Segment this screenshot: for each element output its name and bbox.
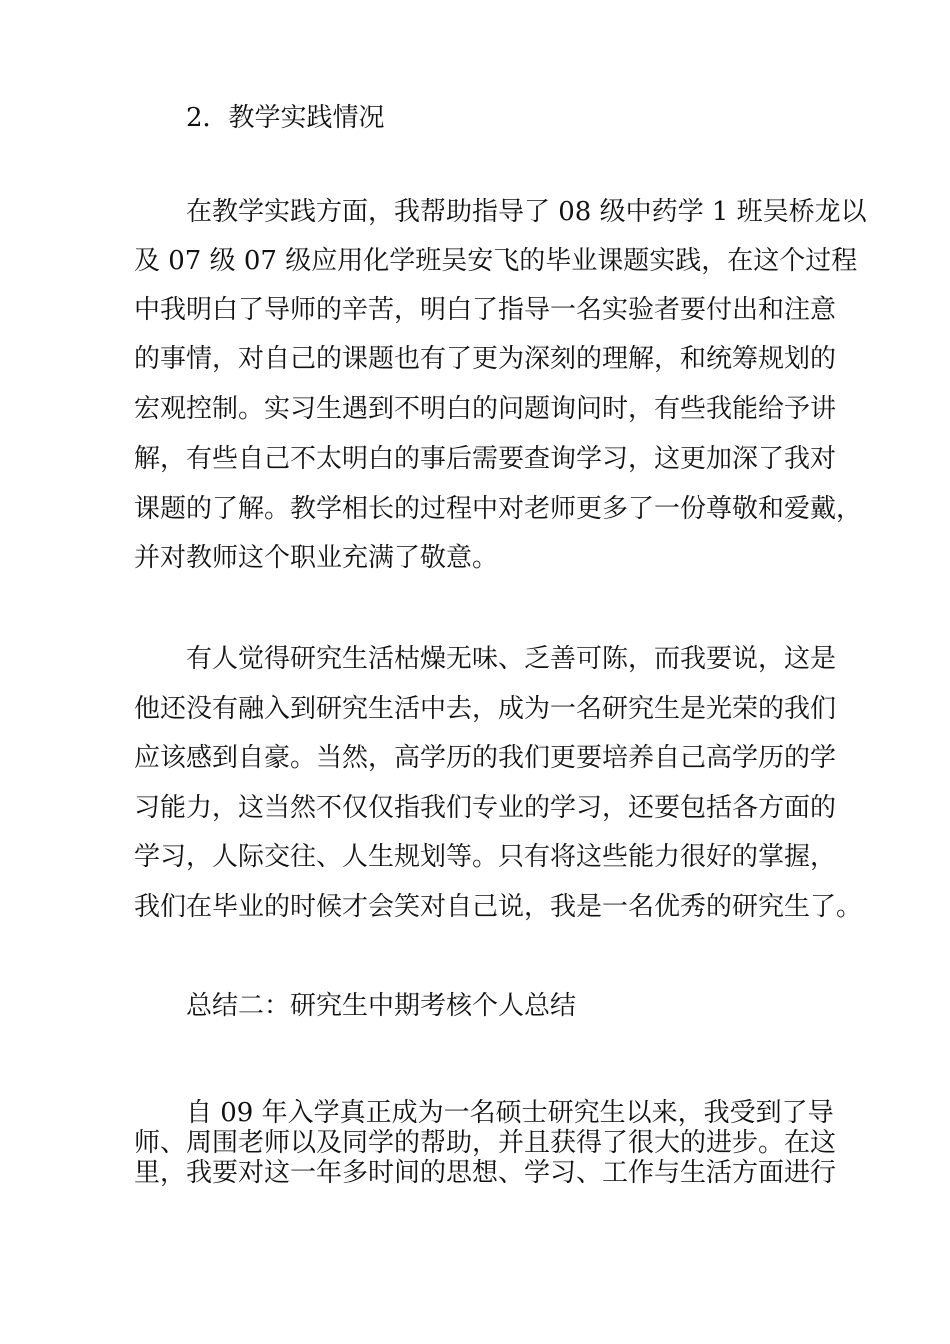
paragraph-line: 并对教师这个职业充满了敬意。	[134, 543, 499, 573]
paragraph-line: 在教学实践方面，我帮助指导了 08 级中药学 1 班吴桥龙以	[186, 197, 867, 227]
paragraph-line: 宏观控制。实习生遇到不明白的问题询问时，有些我能给予讲	[134, 394, 837, 424]
section-heading: 2．教学实践情况	[186, 103, 385, 133]
paragraph-line: 课题的了解。教学相长的过程中对老师更多了一份尊敬和爱戴，	[134, 494, 863, 524]
paragraph-line: 他还没有融入到研究生活中去，成为一名研究生是光荣的我们	[134, 694, 837, 724]
section-heading: 总结二：研究生中期考核个人总结	[186, 991, 577, 1021]
paragraph-line: 学习，人际交往、人生规划等。只有将这些能力很好的掌握，	[134, 842, 837, 872]
paragraph-line: 中我明白了导师的辛苦，明白了指导一名实验者要付出和注意	[134, 295, 837, 325]
paragraph-line: 的事情，对自己的课题也有了更为深刻的理解，和统筹规划的	[134, 344, 837, 374]
paragraph-line: 应该感到自豪。当然，高学历的我们更要培养自己高学历的学	[134, 743, 837, 773]
paragraph-line: 习能力，这当然不仅仅指我们专业的学习，还要包括各方面的	[134, 793, 837, 823]
paragraph-line: 我们在毕业的时候才会笑对自己说，我是一名优秀的研究生了。	[134, 892, 863, 922]
paragraph-line: 有人觉得研究生活枯燥无味、乏善可陈，而我要说，这是	[186, 644, 837, 674]
paragraph-line: 师、周围老师以及同学的帮助，并且获得了很大的进步。在这	[134, 1128, 837, 1158]
paragraph-line: 解，有些自己不太明白的事后需要查询学习，这更加深了我对	[134, 444, 837, 474]
paragraph-line: 里，我要对这一年多时间的思想、学习、工作与生活方面进行	[134, 1158, 837, 1188]
paragraph-line: 及 07 级 07 级应用化学班吴安飞的毕业课题实践，在这个过程	[134, 246, 858, 276]
paragraph-line: 自 09 年入学真正成为一名硕士研究生以来，我受到了导	[186, 1098, 834, 1128]
